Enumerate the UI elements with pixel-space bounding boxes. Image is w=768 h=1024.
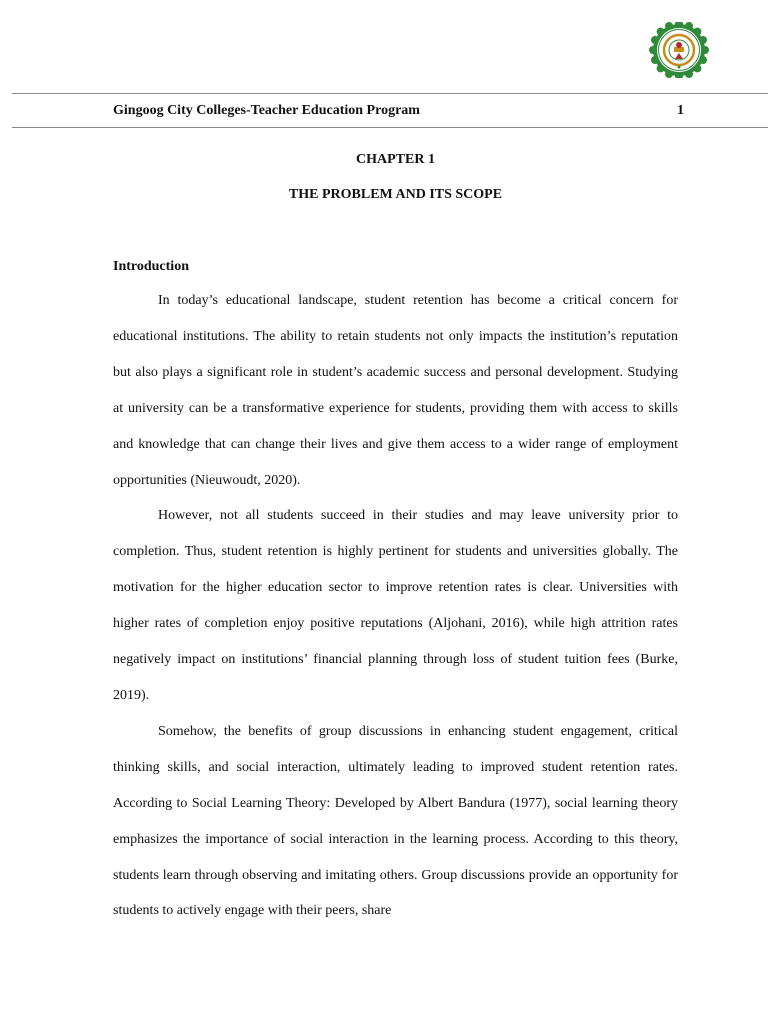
paragraph: In today’s educational landscape, student retention has become a critical concern for educational institutions. The ability to retain students not only impacts the institution’s reputation but also plays a significant role in student’s academic success and personal development. Studying at university can be a transformative experience for students, providing them with access to skills and knowledge that can change their lives and give them access to a wider range of employment opportunities (Nieuwoudt, 2020). [113,293,678,488]
paragraph: However, not all students succeed in their studies and may leave university prior to completion. Thus, student retention is highly pertinent for students and universities globally. The motivation for the higher education sector to improve retention rates is clear. Universities with higher rates of completion enjoy positive reputations (Aljohani, 2016), while high attrition rates negatively impact on institutions’ financial planning through loss of student tuition fees (Burke, 2019). [113,508,678,703]
running-header-title: Gingoog City Colleges-Teacher Education Program [113,103,420,118]
chapter-title: THE PROBLEM AND ITS SCOPE [288,187,503,202]
paragraph: Somehow, the benefits of group discussions in enhancing student engagement, critical thinking skills, and social interaction, ultimately leading to improved student retention rates. According to Social Learning Theory: Developed by Albert Bandura (1977), social learning theory emphasizes the importance of social interaction in the learning process. According to this theory, students learn through observing and imitating others. Group discussions provide an opportunity for students to actively engage with their peers, share [113,723,678,919]
body-text [113,283,678,929]
header-bottom-rule [12,127,768,128]
page-number: 1 [677,103,684,118]
gingoog-city-colleges-seal-icon [644,22,714,78]
section-heading-introduction: Introduction [113,259,189,274]
header-top-rule [12,93,768,94]
chapter-number: CHAPTER 1 [356,152,435,167]
